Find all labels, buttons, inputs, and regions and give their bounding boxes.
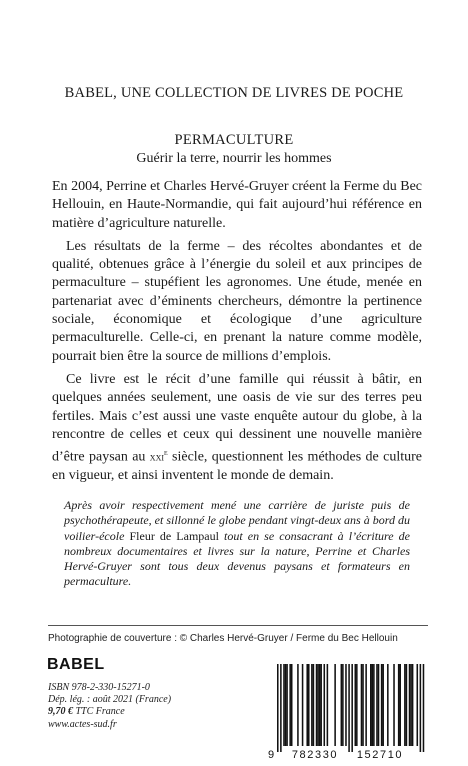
barcode-bar (341, 664, 343, 746)
barcode-bar (361, 664, 363, 746)
barcode-bar (348, 664, 350, 752)
barcode-bar (410, 664, 412, 746)
price-suffix: TTC France (73, 706, 125, 718)
barcode-bar (306, 664, 308, 746)
barcode-bar (423, 664, 425, 752)
barcode-group-2: 152710 (356, 749, 404, 761)
barcode-bar (285, 664, 287, 746)
barcode-bar (376, 664, 378, 746)
barcode-bar (420, 664, 422, 752)
barcode-bar (378, 664, 380, 746)
barcode-bar (297, 664, 299, 746)
barcode-bar (280, 664, 282, 752)
barcode-bar (417, 664, 419, 746)
barcode-bar (313, 664, 315, 746)
barcode-bar (286, 664, 288, 746)
barcode-bar (355, 664, 357, 746)
barcode-bar (319, 664, 321, 746)
summary-paragraph-2: Les résultats de la ferme – des récoltes abondantes et de qualité, obtenues grâce à l’énergie du soleil et aux principes de permaculture – stupéfient les agronomes. Une étude, menée en partenariat avec d’éminents chercheurs, démontre la pertinence sociale, économique et écologique d’une agriculture permaculturelle. Celle-ci, en prenant la nature comme modèle, pourrait bien être la source de millions d’emplois. (52, 238, 422, 364)
price (48, 706, 268, 718)
barcode-bar (291, 664, 293, 746)
barcode-lead-digit: 9 (268, 749, 275, 761)
barcode-bar (311, 664, 313, 746)
summary-paragraph-1: En 2004, Perrine et Charles Hervé-Gruyer créent la Ferme du Bec Hellouin, en Haute-Normandie, qui fait aujourd’hui référence en matière d’agriculture naturelle. (52, 179, 422, 231)
divider (48, 625, 428, 626)
author-bio-part-2: tout en se consacrant à l’écriture de nombreux documentaires et livres sur la nature, Perrine et Charles Hervé-Gruyer sont tous deux devenus paysans et formateurs en permaculture. (64, 528, 411, 589)
barcode-bar (398, 664, 400, 746)
barcode-bar (283, 664, 285, 746)
summary-paragraph-3-start: Ce livre est le récit d’une famille qui réussit à bâtir, en quelques années seulement, une oasis de vie sur des terres peu fertiles. Mais c’est aussi une vaste enquête autour du globe, à la rencontre de celles et ceux qui dessinent une nouvelle manière d’être paysan au (52, 371, 422, 465)
barcode-bar (345, 664, 347, 746)
barcode-bar (399, 664, 401, 746)
century-superscript: e (164, 448, 168, 458)
barcode-bar (365, 664, 367, 746)
barcode-bar (382, 664, 384, 746)
barcode-bar (342, 664, 344, 746)
isbn: ISBN 978-2-330-15271-0 (48, 682, 150, 693)
summary-paragraph-3 (52, 371, 422, 485)
author-bio (64, 498, 410, 590)
barcode-bar (372, 664, 374, 746)
barcode-bar (387, 664, 389, 746)
century-numeral: xxi (149, 451, 165, 464)
summary-paragraph-3-end: siècle, questionnent les méthodes de culture en vigueur, et ainsi inventent le monde de demain. (52, 449, 422, 484)
barcode-bar (370, 664, 372, 746)
barcode-bar (320, 664, 322, 746)
barcode-bar (277, 664, 279, 752)
barcode-bar (327, 664, 329, 746)
website: www.actes-sud.fr (48, 718, 117, 730)
barcode-bar (334, 664, 336, 746)
barcode-bar (317, 664, 319, 746)
price-value: 9,70 € (48, 706, 73, 718)
cover-photo-credit: Photographie de couverture : © Charles Hervé-Gruyer / Ferme du Bec Hellouin (48, 633, 398, 644)
barcode-bar (356, 664, 358, 746)
summary-text (52, 178, 422, 490)
barcode-bar (308, 664, 310, 746)
barcode-bar (289, 664, 291, 746)
barcode-group-1: 782330 (291, 749, 339, 761)
book-subtitle: Guérir la terre, nourrir les hommes (136, 151, 332, 166)
barcode-bar (362, 664, 364, 746)
barcode-bar (393, 664, 395, 746)
barcode-bar (406, 664, 408, 746)
barcode (262, 662, 432, 762)
legal-deposit: Dép. lég. : août 2021 (France) (48, 694, 172, 706)
barcode-bar (302, 664, 304, 746)
barcode-bar (316, 664, 318, 746)
barcode-bar (351, 664, 353, 752)
publisher-logo: BABEL (47, 656, 105, 673)
book-title: PERMACULTURE (174, 132, 294, 148)
publication-meta (48, 682, 268, 731)
barcode-bar (412, 664, 414, 746)
barcode-bar (373, 664, 375, 746)
barcode-bar (381, 664, 383, 746)
series-line: BABEL, UNE COLLECTION DE LIVRES DE POCHE (64, 85, 404, 101)
author-bio-part-1: Après avoir respectivement mené une carrière de juriste puis de psychothérapeute, et sillonné le globe pendant vingt-deux ans à bord du voilier-école (64, 498, 410, 543)
barcode-bar (324, 664, 326, 746)
boat-name: Fleur de Lampaul (129, 528, 219, 543)
barcode-bar (404, 664, 406, 746)
barcode-bar (409, 664, 411, 746)
